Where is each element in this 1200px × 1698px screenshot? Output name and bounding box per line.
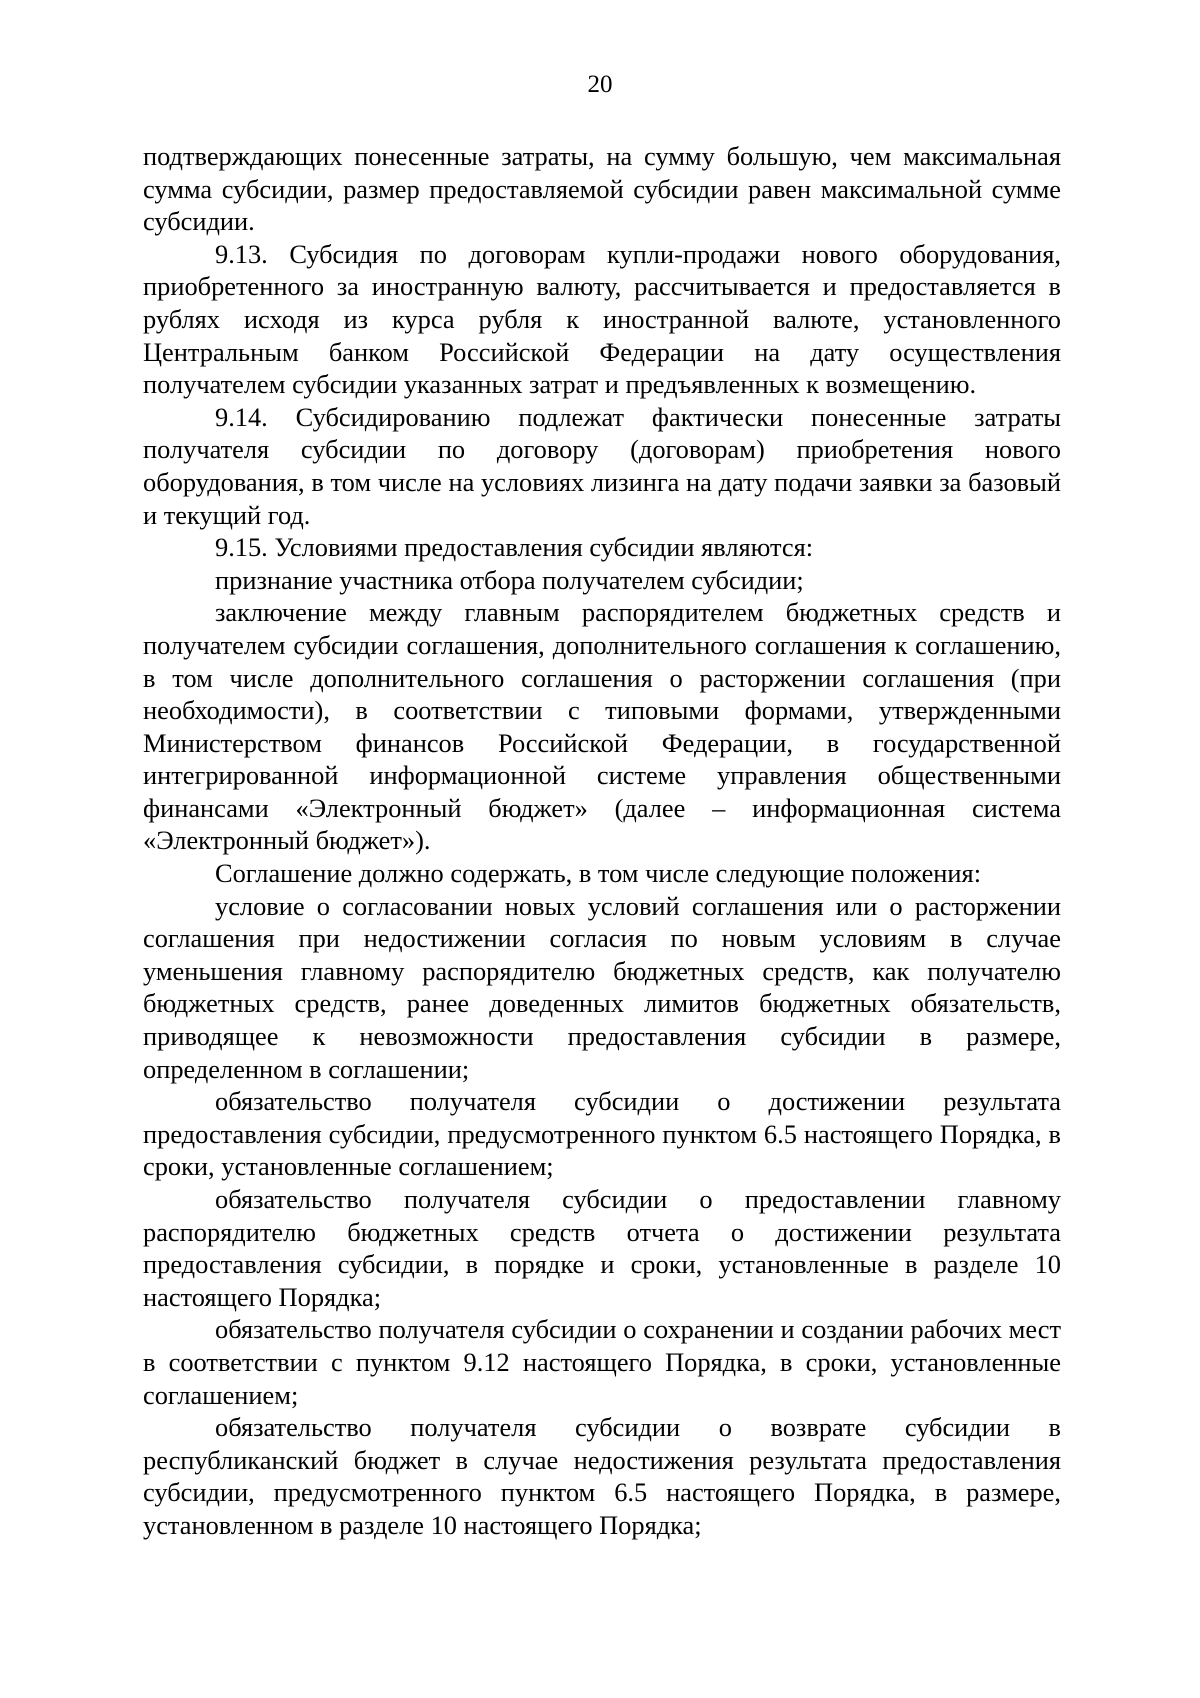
agreement-provision: обязательство получателя субсидии о сохранении и создании рабочих мест в соответствии с пунктом 9.12 настоящего Порядка, в сроки, установленные соглашением;	[143, 1314, 1061, 1410]
agreement-provision: обязательство получателя субсидии о предоставлении главному распорядителю бюджетных средств отчета о достижении результата предоставления субсидии, в порядке и сроки, установленные в разделе 10 настоящего Порядка;	[143, 1184, 1061, 1312]
agreement-provision: обязательство получателя субсидии о возврате субсидии в республиканский бюджет в случае недостижения результата предоставления субсидии, предусмотренного пунктом 6.5 настоящего Порядка, в размере, установленном в разделе 10 настоящего Порядка;	[143, 1412, 1061, 1540]
paragraph-9-13: 9.13. Субсидия по договорам купли-продажи нового оборудования, приобретенного за иностранную валюту, рассчитывается и предоставляется в рублях исходя из курса рубля к иностранной валюте, установленного Центральным банком Российской Федерации на дату осуществления получателем субсидии указанных затрат и предъявленных к возмещению.	[143, 238, 1061, 400]
condition-item: признание участника отбора получателем субсидии;	[215, 564, 804, 595]
agreement-provision: обязательство получателя субсидии о достижении результата предоставления субсидии, предусмотренного пунктом 6.5 настоящего Порядка, в сроки, установленные соглашением;	[143, 1086, 1061, 1182]
agreement-intro: Соглашение должно содержать, в том числе следующие положения:	[215, 858, 982, 889]
condition-item: заключение между главным распорядителем бюджетных средств и получателем субсидии соглашения, дополнительного соглашения к соглашению, в том числе дополнительного соглашения о расторжении соглашения (при необходимости), в соответствии с типовыми формами, утвержденными Министерством финансов Российской Федерации, в государственной интегрированной информационной системе управления общественными финансами «Электронный бюджет» (далее – информационная система «Электронный бюджет»).	[143, 597, 1061, 856]
paragraph-9-14: 9.14. Субсидированию подлежат фактически понесенные затраты получателя субсидии по договору (договорам) приобретения нового оборудования, в том числе на условиях лизинга на дату подачи заявки за базовый и текущий год.	[143, 401, 1061, 530]
agreement-provision: условие о согласовании новых условий соглашения или о расторжении соглашения при недостижении согласия по новым условиям в случае уменьшения главному распорядителю бюджетных средств, как получателю бюджетных средств, ранее доведенных лимитов бюджетных обязательств, приводящее к невозможности предоставления субсидии в размере, определенном в соглашении;	[143, 890, 1061, 1084]
paragraph-9-15: 9.15. Условиями предоставления субсидии являются:	[215, 532, 814, 563]
paragraph-continuation: подтверждающих понесенные затраты, на сумму большую, чем максимальная сумма субсидии, размер предоставляемой субсидии равен максимальной сумме субсидии.	[143, 141, 1061, 237]
page-number: 20	[587, 71, 613, 98]
document-body	[143, 140, 1061, 1542]
